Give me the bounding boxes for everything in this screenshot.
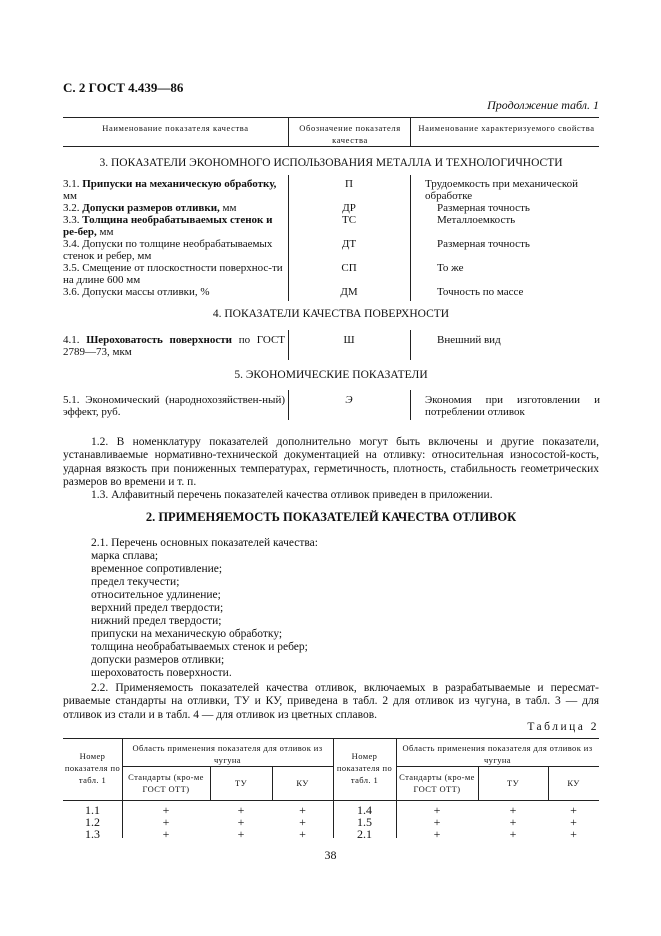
table-row: 1.5 bbox=[357, 815, 372, 829]
quality-symbol: ДР bbox=[342, 202, 356, 214]
list-item: нижний предел твердости; bbox=[91, 615, 222, 627]
property-cell: Трудоемкость при механической обработке bbox=[425, 178, 579, 202]
quality-symbol: Э bbox=[345, 394, 353, 406]
table-cell: + bbox=[433, 815, 441, 829]
list-item: толщина необрабатываемых стенок и ребер; bbox=[91, 641, 308, 653]
table2-col-standards: Стандарты (кро-ме ГОСТ ОТТ) bbox=[128, 772, 204, 794]
table-cell: + bbox=[237, 827, 245, 841]
page-number: 38 bbox=[324, 848, 337, 862]
table-row: 3.1. Припуски на механическую обработку, мм bbox=[63, 178, 277, 202]
table-row: 2.1 bbox=[357, 827, 372, 841]
paragraph-2-2: 2.2. Применяемость показателей качества отливок, включаемых в разрабатываемые и пересмат-риваемые стандарты на отливки, ТУ и КУ, приведена в табл. 2 для отливок из чугуна, в табл. 3 — для отливок из стали и в табл. 4 — для отливок из цветных сплавов. bbox=[63, 682, 599, 721]
list-item: шероховатость поверхности. bbox=[91, 667, 232, 679]
section-title: 3. ПОКАЗАТЕЛИ ЭКОНОМНОГО ИСПОЛЬЗОВАНИЯ МЕТАЛЛА И ТЕХНОЛОГИЧНОСТИ bbox=[99, 157, 563, 169]
list-item: допуски размеров отливки; bbox=[91, 654, 225, 666]
table-cell: + bbox=[299, 827, 306, 841]
list-item: предел текучести; bbox=[91, 576, 180, 588]
property-cell: Металлоемкость bbox=[437, 214, 516, 226]
table2-subrule bbox=[122, 766, 333, 767]
table2-col-number: Номер показателя по табл. 1 bbox=[336, 751, 393, 785]
property-cell: Размерная точность bbox=[437, 238, 530, 250]
table-cell: + bbox=[570, 803, 577, 817]
quality-symbol: ДТ bbox=[341, 238, 357, 250]
table1-col-symbol: Обозначение показателя качества bbox=[299, 123, 401, 145]
table-cell: + bbox=[570, 815, 577, 829]
table1-divider bbox=[288, 117, 289, 146]
table-row: 1.3 bbox=[85, 827, 100, 841]
table2-col-ku: КУ bbox=[567, 778, 580, 788]
table2-col-number: Номер показателя по табл. 1 bbox=[64, 751, 121, 785]
table-row: 3.5. Смещение от плоскостности поверхнос-ти на длине 600 мм bbox=[63, 262, 283, 286]
table-cell: + bbox=[299, 803, 306, 817]
table-cell: + bbox=[570, 827, 577, 841]
quality-symbol: П bbox=[345, 178, 353, 190]
quality-symbol: Ш bbox=[343, 334, 355, 346]
table1-top-rule bbox=[63, 117, 599, 118]
table-cell: + bbox=[299, 815, 306, 829]
list-item: верхний предел твердости; bbox=[91, 602, 224, 614]
list-item: временное сопротивление; bbox=[91, 563, 223, 575]
table-cell: + bbox=[162, 803, 170, 817]
table2-subrule bbox=[396, 766, 599, 767]
table1-col-name: Наименование показателя качества bbox=[102, 123, 249, 133]
table-row: 4.1. Шероховатость поверхности по ГОСТ 2789—73, мкм bbox=[63, 334, 286, 358]
table-row: 5.1. Экономический (народнохозяйствен-ный) эффект, руб. bbox=[63, 394, 285, 418]
table-cell: + bbox=[509, 803, 517, 817]
table2-col-area: Область применения показателя для отливок из чугуна bbox=[132, 743, 323, 765]
quality-symbol: ДМ bbox=[340, 286, 358, 298]
table2-header-rule bbox=[63, 800, 599, 801]
paragraph-2-1-intro: 2.1. Перечень основных показателей качества: bbox=[91, 537, 318, 549]
property-cell: Точность по массе bbox=[437, 286, 524, 298]
section-title: 5. ЭКОНОМИЧЕСКИЕ ПОКАЗАТЕЛИ bbox=[234, 369, 428, 381]
section-heading: 2. ПРИМЕНЯЕМОСТЬ ПОКАЗАТЕЛЕЙ КАЧЕСТВА ОТЛИВОК bbox=[145, 510, 517, 524]
table-cell: + bbox=[162, 827, 170, 841]
section-title: 4. ПОКАЗАТЕЛИ КАЧЕСТВА ПОВЕРХНОСТИ bbox=[212, 308, 450, 320]
table2-label: Таблица 2 bbox=[527, 721, 599, 733]
paragraph-1-2: 1.2. В номенклатуру показателей дополнительно могут быть включены и другие показатели, устанавливаемые нормативно-технической документацией на отливку: относительная износостой-кость, ударная вязкость при пониженных температурах, герметичность, плотность, стабильность геометрических размеров во времени и т. п. bbox=[63, 436, 599, 488]
table-continuation-label: Продолжение табл. 1 bbox=[487, 98, 599, 112]
table2-top-rule bbox=[63, 738, 599, 739]
quality-symbol: ТС bbox=[341, 214, 357, 226]
property-cell: Экономия при изготовлении и потреблении отливок bbox=[425, 394, 600, 418]
table-row: 1.2 bbox=[85, 815, 100, 829]
table-cell: + bbox=[237, 815, 245, 829]
table2-col-tu: ТУ bbox=[234, 778, 247, 788]
table-cell: + bbox=[433, 803, 441, 817]
table-cell: + bbox=[433, 827, 441, 841]
table-cell: + bbox=[162, 815, 170, 829]
paragraph-1-3: 1.3. Алфавитный перечень показателей качества отливок приведен в приложении. bbox=[91, 489, 493, 501]
quality-symbol: СП bbox=[341, 262, 357, 274]
page-header: С. 2 ГОСТ 4.439—86 bbox=[63, 80, 184, 95]
table-row: 3.6. Допуски массы отливки, % bbox=[63, 286, 210, 298]
table-row: 1.4 bbox=[357, 803, 372, 817]
list-item: припуски на механическую обработку; bbox=[91, 628, 283, 640]
table-row: 1.1 bbox=[85, 803, 100, 817]
table-cell: + bbox=[237, 803, 245, 817]
table1-col-property: Наименование характеризуемого свойства bbox=[418, 123, 595, 133]
table-cell: + bbox=[509, 827, 517, 841]
table2-col-area: Область применения показателя для отливок из чугуна bbox=[402, 743, 593, 765]
table-row: 3.4. Допуски по толщине необрабатываемых стенок и ребер, мм bbox=[63, 238, 273, 262]
property-cell: Внешний вид bbox=[437, 334, 501, 346]
table2-col-ku: КУ bbox=[296, 778, 309, 788]
property-cell: Размерная точность bbox=[437, 202, 530, 214]
table-cell: + bbox=[509, 815, 517, 829]
table-row: 3.3. Толщина необрабатываемых стенок и ре-бер, мм bbox=[63, 214, 273, 238]
table1-divider bbox=[410, 117, 411, 146]
list-item: марка сплава; bbox=[91, 550, 159, 562]
table2-col-tu: ТУ bbox=[506, 778, 519, 788]
table2-col-standards: Стандарты (кро-ме ГОСТ ОТТ) bbox=[399, 772, 475, 794]
table-row: 3.2. Допуски размеров отливки, мм bbox=[63, 202, 237, 214]
list-item: относительное удлинение; bbox=[91, 589, 221, 601]
property-cell: То же bbox=[437, 262, 464, 274]
table1-header-rule bbox=[63, 146, 599, 147]
